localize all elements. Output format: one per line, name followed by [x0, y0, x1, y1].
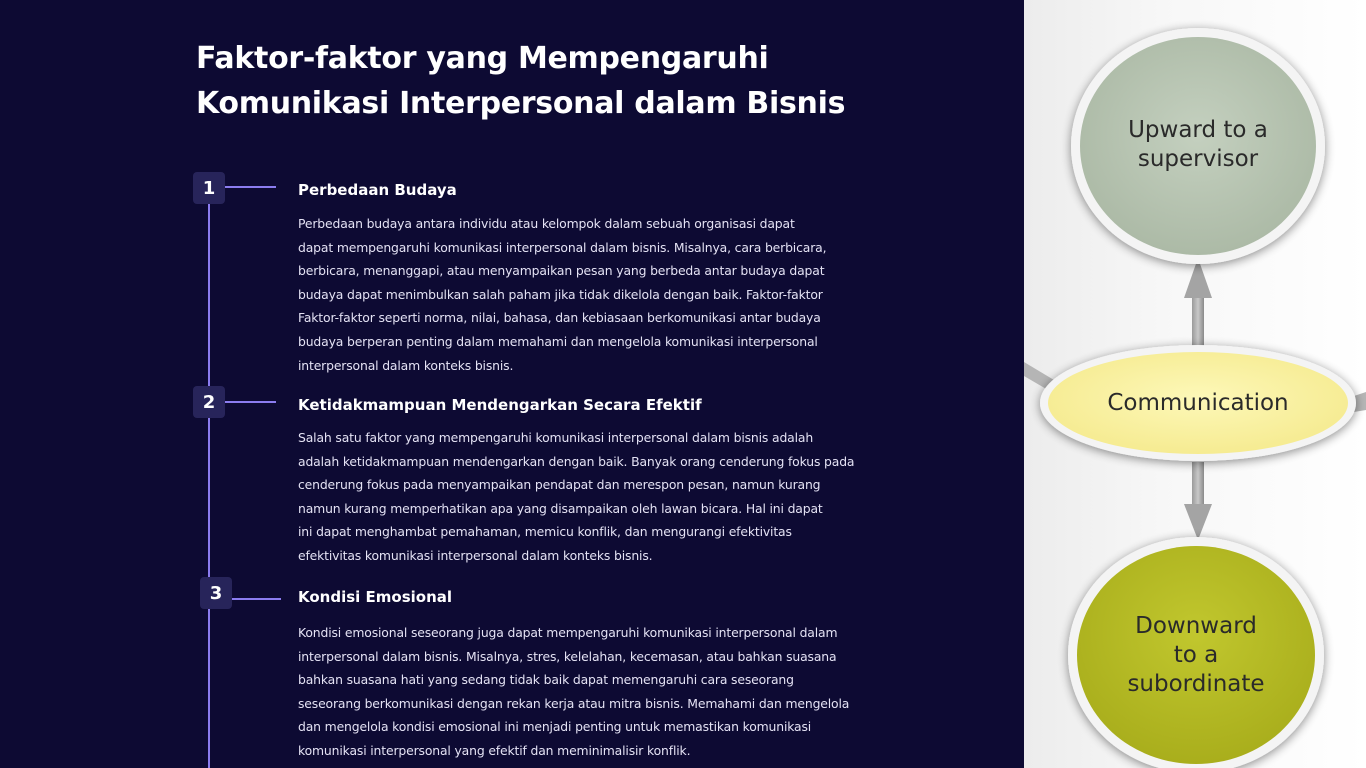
title-line-1: Faktor-faktor yang Mempengaruhi	[196, 41, 769, 76]
item-body-line: seseorang berkomunikasi dengan rekan kerja atau mitra bisnis. Memahami dan mengelola	[298, 695, 850, 711]
step-connector-2	[225, 401, 276, 403]
item-body-line: adalah ketidakmampuan mendengarkan dengan baik. Banyak orang cenderung fokus pada	[298, 453, 855, 469]
step-badge-2: 2	[193, 386, 225, 418]
item-body-3	[298, 621, 850, 763]
item-body-line: dapat mempengaruhi komunikasi interpersonal dalam bisnis. Misalnya, cara berbicara,	[298, 239, 827, 255]
slide-title	[196, 36, 896, 126]
item-body-line: dan mengelola kondisi emosional ini menjadi penting untuk memastikan komunikasi	[298, 719, 812, 735]
item-body-line: budaya berperan penting dalam memahami dan mengelola komunikasi interpersonal	[298, 333, 818, 349]
item-body-line: budaya dapat menimbulkan salah paham jika tidak dikelola dengan baik. Faktor-faktor	[298, 286, 823, 302]
item-title-3: Kondisi Emosional	[298, 588, 453, 606]
item-body-line: cenderung fokus pada menyampaikan pendapat dan merespon pesan, namun kurang	[298, 477, 821, 493]
item-title-1: Perbedaan Budaya	[298, 181, 457, 199]
upward-label-line: Upward to a	[1128, 117, 1268, 143]
item-body-line: bahkan suasana hati yang sedang tidak baik dapat memengaruhi cara seseorang	[298, 672, 794, 688]
title-line-2: Komunikasi Interpersonal dalam Bisnis	[196, 86, 846, 121]
downward-label-line: Downward	[1135, 613, 1257, 639]
item-body-line: interpersonal dalam konteks bisnis.	[298, 357, 514, 373]
item-body-line: Perbedaan budaya antara individu atau kelompok dalam sebuah organisasi dapat	[298, 216, 795, 231]
arrow-up	[1184, 258, 1212, 346]
item-title-2: Ketidakmampuan Mendengarkan Secara Efektif	[298, 396, 702, 414]
step-connector-3	[232, 598, 281, 600]
downward-label-line: subordinate	[1127, 671, 1265, 697]
step-badge-1: 1	[193, 172, 225, 204]
item-body-line: ini dapat menghambat pemahaman, memicu konflik, dan mengurangi efektivitas	[298, 524, 792, 540]
step-badge-3: 3	[200, 577, 232, 609]
communication-label-line: Communication	[1107, 390, 1289, 416]
item-body-line: Faktor-faktor seperti norma, nilai, bahasa, dan kebiasaan berkomunikasi antar budaya	[298, 310, 821, 326]
downward-label-line: to a	[1173, 642, 1219, 668]
item-body-line: efektivitas komunikasi interpersonal dalam konteks bisnis.	[298, 547, 653, 563]
item-body-line: komunikasi interpersonal yang efektif dan meminimalisir konflik.	[298, 742, 691, 758]
item-body-2	[298, 426, 855, 568]
upward-label-line: supervisor	[1137, 146, 1259, 172]
upward-label	[1098, 116, 1298, 174]
communication-diagram	[1024, 0, 1366, 768]
arrow-down	[1184, 462, 1212, 540]
item-body-line: berbicara, menanggapi, atau menyampaikan pesan yang berbeda antar budaya dapat	[298, 263, 825, 279]
item-body-line: namun kurang memperhatikan apa yang disampaikan oleh lawan bicara. Hal ini dapat	[298, 500, 823, 516]
item-body-1	[298, 212, 838, 377]
communication-label	[1078, 389, 1318, 418]
item-body-line: interpersonal dalam bisnis. Misalnya, stres, kelelahan, kecemasan, atau bahkan suasana	[298, 648, 837, 664]
item-body-line: Kondisi emosional seseorang juga dapat mempengaruhi komunikasi interpersonal dalam	[298, 625, 838, 640]
item-body-line: Salah satu faktor yang mempengaruhi komunikasi interpersonal dalam bisnis adalah	[298, 430, 814, 445]
timeline-line	[208, 194, 210, 768]
step-connector-1	[225, 186, 276, 188]
downward-label	[1096, 612, 1296, 699]
